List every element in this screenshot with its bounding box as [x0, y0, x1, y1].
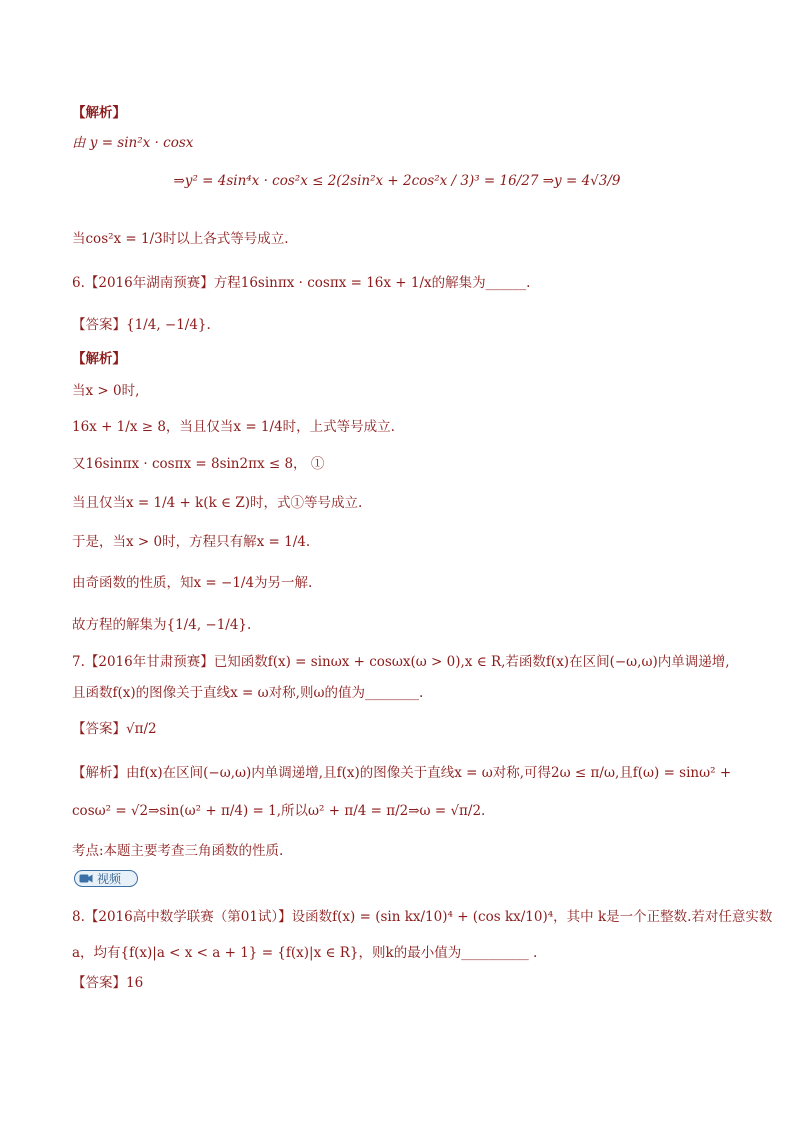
problem-8: 8.【2016高中数学联赛（第01试）】设函数f(x) = (sin kx/10)⁴ + (cos kx/10)⁴，其中 k是一个正整数.若对任意实数: [72, 909, 773, 925]
video-label: 视频: [97, 872, 122, 886]
analysis-line: 于是，当x > 0时，方程只有解x = 1/4.: [72, 534, 311, 550]
analysis-7-cont: cosω² = √2⇒sin(ω² + π/4) = 1,所以ω² + π/4 = π/2⇒ω = √π/2.: [72, 803, 486, 819]
formula-line: ⇒y² = 4sin⁴x · cos²x ≤ 2(2sin²x + 2cos²x / 3)³ = 16/27 ⇒y = 4√3/9: [173, 173, 621, 189]
analysis-line: 当x > 0时,: [72, 383, 140, 399]
key-point: 考点:本题主要考查三角函数的性质.: [72, 843, 284, 859]
analysis-7: 【解析】由f(x)在区间(−ω,ω)内单调递增,且f(x)的图像关于直线x = ω对称,可得2ω ≤ π/ω,且f(ω) = sinω² +: [72, 765, 732, 781]
analysis-line: 当且仅当x = 1/4 + k(k ∈ Z)时，式①等号成立.: [72, 495, 363, 511]
answer-8: 【答案】16: [72, 975, 144, 991]
analysis-line: 由奇函数的性质，知x = −1/4为另一解.: [72, 575, 313, 591]
answer-6: 【答案】{1/4, −1/4}.: [72, 317, 211, 333]
analysis-heading-5: 【解析】: [72, 105, 126, 120]
analysis-conclusion: 当cos²x = 1/3时以上各式等号成立.: [72, 231, 289, 247]
video-camera-icon: [79, 873, 93, 884]
analysis-line: 又16sinπx · cosπx = 8sin2πx ≤ 8， ①: [72, 456, 325, 472]
analysis-line: 16x + 1/x ≥ 8，当且仅当x = 1/4时，上式等号成立.: [72, 419, 395, 435]
video-button[interactable]: [74, 870, 138, 887]
analysis-heading-6: 【解析】: [72, 351, 126, 366]
problem-7: 7.【2016年甘肃预赛】已知函数f(x) = sinωx + cosωx(ω > 0),x ∈ R,若函数f(x)在区间(−ω,ω)内单调递增,: [72, 654, 730, 670]
analysis-conclusion: 故方程的解集为{1/4, −1/4}.: [72, 617, 252, 633]
problem-8-cont: a，均有{f(x)|a < x < a + 1} = {f(x)|x ∈ R}，则k的最小值为__________ .: [72, 945, 538, 961]
answer-7: 【答案】√π/2: [72, 721, 157, 737]
analysis-line: 由 y = sin²x · cosx: [72, 135, 194, 151]
problem-6: 6.【2016年湖南预赛】方程16sinπx · cosπx = 16x + 1/x的解集为______.: [72, 275, 531, 291]
problem-7-cont: 且函数f(x)的图像关于直线x = ω对称,则ω的值为________.: [72, 685, 424, 701]
